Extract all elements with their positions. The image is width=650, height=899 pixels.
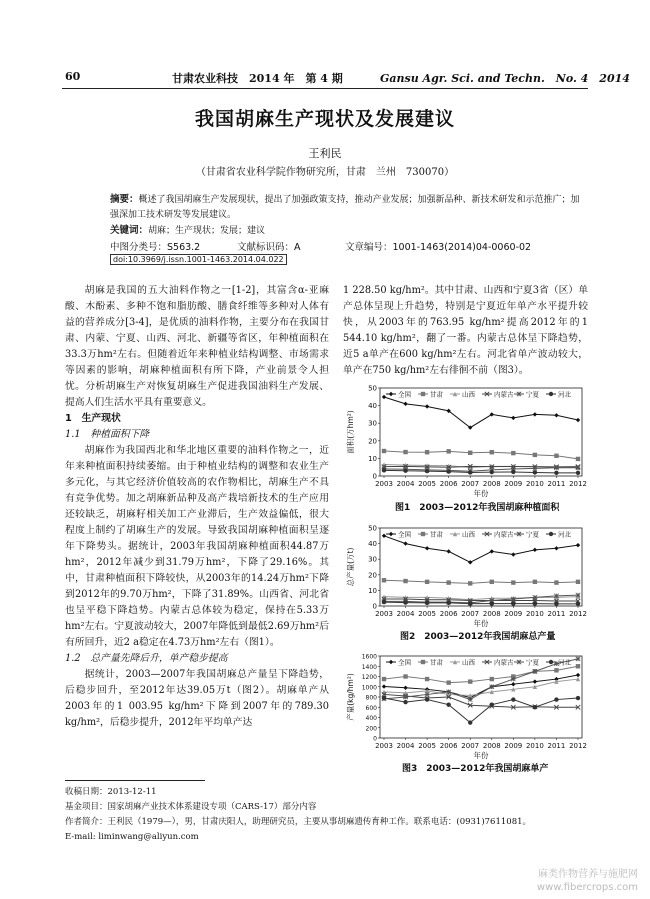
data-point [511,416,515,420]
data-point [446,449,450,453]
data-point [382,578,386,582]
data-point [554,466,558,470]
legend-label: 甘肃 [430,530,443,539]
x-tick-label: 2009 [504,742,523,750]
x-tick-label: 2007 [461,742,480,750]
doi: doi:10.3969/j.issn.1001-1463.2014.04.022 [110,254,287,265]
left-column [65,283,329,731]
data-point [468,451,472,455]
series-甘肃 [382,449,580,461]
data-point [403,686,407,690]
data-point [382,684,386,688]
legend-label: 全国 [398,390,411,399]
data-point [468,581,472,585]
data-point [425,601,429,605]
plot-frame [380,528,582,606]
journal-en: Gansu Agr. Sci. and Techn. No. 4 2014 [380,72,630,85]
header-rule [62,88,588,89]
abstract-text: 概述了我国胡麻生产发展现状，提出了加强政策支持，推动产业发展；加强新品种、新技术研发和示范推广；加强深加工技术研发等发展建议。 [110,195,580,220]
x-tick-label: 2010 [525,480,544,488]
data-point [576,593,580,597]
y-tick-label: 1200 [361,674,377,681]
doc-code: 文献标识码：A [237,242,301,253]
legend-label: 河北 [558,530,571,539]
data-point [533,548,537,552]
legend-label: 内蒙古 [494,658,514,667]
data-point [403,700,407,704]
legend-marker [517,532,521,536]
data-point [576,696,580,700]
figure-2-chart [345,520,588,628]
x-tick-label: 2012 [569,610,587,618]
y-tick-label: 1600 [361,653,377,661]
legend-entry [546,658,572,667]
data-point [446,580,450,584]
y-axis-label: 总产量(万t) [346,547,355,587]
series-甘肃 [382,578,580,586]
data-point [533,595,537,599]
x-tick-label: 2003 [375,742,393,750]
data-point [382,395,386,399]
x-tick-label: 2012 [569,742,587,750]
data-point [490,549,494,553]
data-point [446,549,450,553]
series-line [384,659,578,700]
legend-marker [421,660,425,664]
plot-frame [380,656,582,738]
data-point [446,702,450,706]
data-point [576,543,580,547]
x-tick-label: 2003 [375,480,393,488]
area-paragraph: 胡麻作为我国西北和华北地区重要的油料作物之一，近年来种植面积持续萎缩。由于种植业结构的调整和农业生产多元化，与其它经济价值较高的农作物相比，胡麻生产不具有竞争优势。加之胡麻新品种及高产栽培新技术的生产应用还较缺乏，胡麻籽相关加工产业滞后，生产效益偏低，很大程度上制约了胡麻生产的发展。导致我国胡麻种植面积呈逐年下降势头。据统计，2003年我国胡麻种植面积44.87万hm²，2012年减少到31.79万hm²，下降了29.16%。其中，甘肃种植面积下降较快，从2003年的14.24万hm²下降到2012年的9.70万hm²，下降了31.89%。山西省、河北省也呈平稳下降趋势。内蒙古总体较为稳定，保持在5.33万hm²左右。宁夏波动较大，2007年降低到最低2.69万hm²后有所回升，近2 a稳定在4.73万hm²左右（图1）。 [65,445,329,648]
data-point [403,402,407,406]
data-point [533,412,537,416]
x-axis-label: 年份 [473,619,489,628]
data-point [511,470,515,474]
series-line [384,451,578,459]
data-point [576,418,580,422]
data-point [533,580,537,584]
data-point [403,541,407,545]
data-point [468,601,472,605]
data-point [403,600,407,604]
figure-2-caption: 图2 2003—2012年我国胡麻总产量 [400,632,556,642]
series-line [384,397,578,428]
data-point [490,580,494,584]
legend-entry [450,390,476,399]
data-point [382,534,386,538]
x-tick-label: 2004 [396,610,415,618]
figure-3-caption: 图3 2003—2012年我国胡麻单产 [402,764,549,774]
data-point [403,674,407,678]
x-tick-label: 2010 [525,610,544,618]
y-tick-label: 0 [372,472,377,481]
x-tick-label: 2008 [482,742,501,750]
abstract [110,192,585,239]
series-line [384,698,578,723]
figure-3-chart [345,648,588,760]
legend-marker [389,660,393,664]
legend-entry [386,530,412,539]
series-全国 [382,534,580,565]
x-tick-label: 2011 [547,742,566,750]
data-point [554,413,558,417]
y-tick-label: 20 [368,571,377,580]
series-line [384,675,578,698]
y-tick-label: 600 [365,704,377,712]
legend-entry [514,658,540,667]
x-tick-label: 2006 [439,610,458,618]
data-point [403,579,407,583]
legend-label: 甘肃 [430,390,443,399]
data-point [382,600,386,604]
x-tick-label: 2010 [525,742,544,750]
x-tick-label: 2004 [396,742,415,750]
data-point [490,470,494,474]
yield-paragraph: 据统计，2003—2007年我国胡麻总产量呈下降趋势，后稳步回升，至2012年达39.05万t（图2）。胡麻单产从2003年的1 003.95 kg/hm²下降到2007年的789.30 kg/hm²，后稳步提升，2012年平均单产达 [65,669,329,728]
legend-entry [418,530,444,539]
x-tick-label: 2006 [439,480,458,488]
data-point [511,697,515,701]
data-point [533,679,537,683]
x-tick-label: 2004 [396,480,415,488]
data-point [533,669,537,673]
y-tick-label: 10 [368,586,377,595]
y-tick-label: 50 [368,524,377,533]
data-point [403,450,407,454]
y-axis-label: 面积(万hm²) [346,410,355,454]
keywords: 胡麻；生产现状；发展；建议 [148,226,266,236]
data-point [511,451,515,455]
section-heading-1: 1 生产现状 [65,413,121,424]
legend-label: 宁夏 [526,530,539,539]
legend-marker [421,392,425,396]
data-point [554,546,558,550]
figure-1-caption: 图1 2003—2012年我国胡麻种植面积 [395,503,560,513]
y-tick-label: 200 [365,725,377,733]
data-point [554,668,558,672]
data-point [425,677,429,681]
x-tick-label: 2008 [482,480,501,488]
section-heading-1-1: 1.1 种植面积下降 [65,429,150,440]
series-line [384,536,578,563]
x-tick-label: 2012 [569,480,587,488]
y-tick-label: 10 [368,454,377,463]
figure-1-chart [345,380,588,498]
data-point [382,677,386,681]
data-point [490,412,494,416]
legend-label: 山西 [462,658,475,667]
data-point [511,597,515,601]
legend-marker [517,660,521,664]
data-point [468,470,472,474]
x-tick-label: 2007 [461,480,480,488]
right-column [343,283,588,379]
yield-paragraph-cont: 1 228.50 kg/hm²。其中甘肃、山西和宁夏3省（区）单产总体呈现上升趋势，特别是宁夏近年单产水平提升较快，从2003年的763.95 kg/hm²提高2012年的1 544.10 kg/hm²，翻了一番。内蒙古总体呈下降趋势，近5 a单产在600 kg/hm²左右。河北省单产波动较大，单产在750 kg/hm²左右徘徊不前（图3）。 [343,285,588,376]
data-point [468,679,472,683]
data-point [490,450,494,454]
data-point [554,580,558,584]
data-point [403,695,407,699]
abstract-label: 摘要： [110,194,139,205]
y-tick-label: 30 [368,419,377,428]
data-point [554,602,558,606]
data-point [511,552,515,556]
author: 王利民 [308,147,342,160]
plot-frame [380,388,582,476]
y-tick-label: 800 [365,694,377,702]
footnote-rule [65,780,205,781]
y-tick-label: 0 [373,735,377,743]
x-tick-label: 2005 [418,480,437,488]
legend-label: 甘肃 [430,658,443,667]
legend-entry [482,530,514,539]
legend-entry [418,658,444,667]
data-point [533,705,537,709]
legend-label: 山西 [462,390,475,399]
author-email: E-mail: liminwang@aliyun.com [65,832,199,842]
legend-entry [450,658,476,667]
legend-entry [418,390,444,399]
y-tick-label: 40 [368,540,377,549]
x-axis-label: 年份 [473,489,489,498]
section-heading-1-2: 1.2 总产量先降后升，单产稳步提高 [65,653,228,664]
data-point [554,471,558,475]
legend-label: 河北 [558,390,571,399]
series-line [384,580,578,583]
x-tick-label: 2008 [482,610,501,618]
clc-number: 中图分类号：S563.2 [110,242,201,253]
legend-entry [386,658,412,667]
data-point [576,466,580,470]
funding: 基金项目：国家胡麻产业技术体系建设专项（CARS-17）部分内容 [65,802,317,812]
data-point [576,657,580,661]
series-全国 [382,395,580,430]
data-point [511,682,515,686]
y-tick-label: 1400 [361,663,377,671]
legend-marker [517,392,521,396]
data-point [425,469,429,473]
y-tick-label: 40 [368,402,377,411]
x-tick-label: 2009 [504,610,523,618]
data-point [425,546,429,550]
y-tick-label: 0 [372,602,377,611]
data-point [425,580,429,584]
legend-marker [549,532,553,536]
y-tick-label: 50 [368,384,377,393]
x-tick-label: 2006 [439,742,458,750]
data-point [425,697,429,701]
watermark-line-1: 麻类作物营养与施肥网 [538,869,638,880]
legend-marker [549,392,553,396]
legend-entry [482,658,514,667]
legend-marker [389,392,393,396]
article-number: 文章编号：1001-1463(2014)04-0060-02 [345,242,532,253]
legend-label: 河北 [558,658,571,667]
x-tick-label: 2009 [504,480,523,488]
data-point [490,685,494,689]
data-point [490,677,494,681]
watermark-line-2: www.fibercrops.com [536,882,638,893]
x-tick-label: 2003 [375,610,393,618]
keywords-label: 关键词： [110,225,149,236]
legend-marker [421,532,425,536]
data-point [446,680,450,684]
data-point [446,601,450,605]
legend-entry [546,530,572,539]
x-axis-label: 年份 [473,751,489,760]
data-point [533,470,537,474]
data-point [533,601,537,605]
x-tick-label: 2011 [547,610,566,618]
legend-label: 山西 [462,530,475,539]
data-point [554,594,558,598]
x-tick-label: 2005 [418,610,437,618]
received-date: 收稿日期：2013-12-11 [65,787,157,797]
data-point [468,697,472,701]
data-point [425,450,429,454]
data-point [511,580,515,584]
data-point [533,453,537,457]
data-point [511,677,515,681]
legend-entry [546,390,572,399]
legend-label: 宁夏 [526,390,539,399]
watermark [537,868,638,894]
data-point [511,601,515,605]
y-tick-label: 400 [365,715,377,722]
legend-label: 全国 [398,530,411,539]
y-tick-label: 30 [368,555,377,564]
data-point [576,602,580,606]
legend-entry [386,390,412,399]
data-point [446,469,450,473]
data-point [446,690,450,694]
data-point [382,468,386,472]
legend-marker [549,660,553,664]
data-point [554,697,558,701]
data-point [382,696,386,700]
x-tick-label: 2011 [547,480,566,488]
data-point [554,454,558,458]
page-number: 60 [65,70,81,83]
data-point [468,560,472,564]
journal-cn: 甘肃农业科技 2014 年 第 4 期 [172,72,343,85]
page-title: 我国胡麻生产现状及发展建议 [194,108,455,130]
legend-label: 宁夏 [526,658,539,667]
intro-paragraph: 胡麻是我国的五大油料作物之一[1-2]，其富含α-亚麻酸、木酚素、多种不饱和脂肪酸、膳食纤维等多种对人体有益的营养成分[3-4]，是优质的油料作物，主要分布在我国甘肃、内蒙、宁夏、山西、河北、新疆等省区，年种植面积在33.3万hm²左右。但随着近年来种植业结构调整、市场需求等因素的影响，胡麻种植面积有所下降，产业前景令人担忧。分析胡麻生产对恢复胡麻生产促进我国油料生产发展、提高人们生活水平具有重要意义。 [65,285,329,408]
data-point [425,692,429,696]
series-line [384,602,578,604]
legend-entry [450,530,476,539]
legend-entry [482,390,514,399]
x-tick-label: 2005 [418,742,437,750]
data-point [576,457,580,461]
affiliation: （甘肃省农业科学院作物研究所，甘肃 兰州 730070） [195,167,455,178]
data-point [576,664,580,668]
y-tick-label: 1000 [361,684,377,692]
legend-marker [389,532,393,536]
series-河北 [382,696,580,725]
data-point [533,466,537,470]
data-point [490,702,494,706]
data-point [382,449,386,453]
y-tick-label: 20 [368,437,377,446]
data-point [490,601,494,605]
data-point [425,404,429,408]
legend-label: 内蒙古 [494,530,514,539]
x-tick-label: 2007 [461,610,480,618]
legend-entry [514,390,540,399]
data-point [403,469,407,473]
series-内蒙古 [382,692,580,709]
legend-entry [514,530,540,539]
data-point [576,580,580,584]
data-point [576,673,580,677]
data-point [576,471,580,475]
data-point [468,720,472,724]
series-甘肃 [382,664,580,685]
author-bio: 作者简介：王利民（1979—），男，甘肃庆阳人，助理研究员，主要从事胡麻遗传育种工作。联系电话：(0931)7611081。 [65,817,532,827]
y-axis-label: 产量(kg/hm²) [346,673,355,721]
legend-label: 内蒙古 [494,390,514,399]
footnotes [65,785,531,845]
legend-label: 全国 [398,658,411,667]
